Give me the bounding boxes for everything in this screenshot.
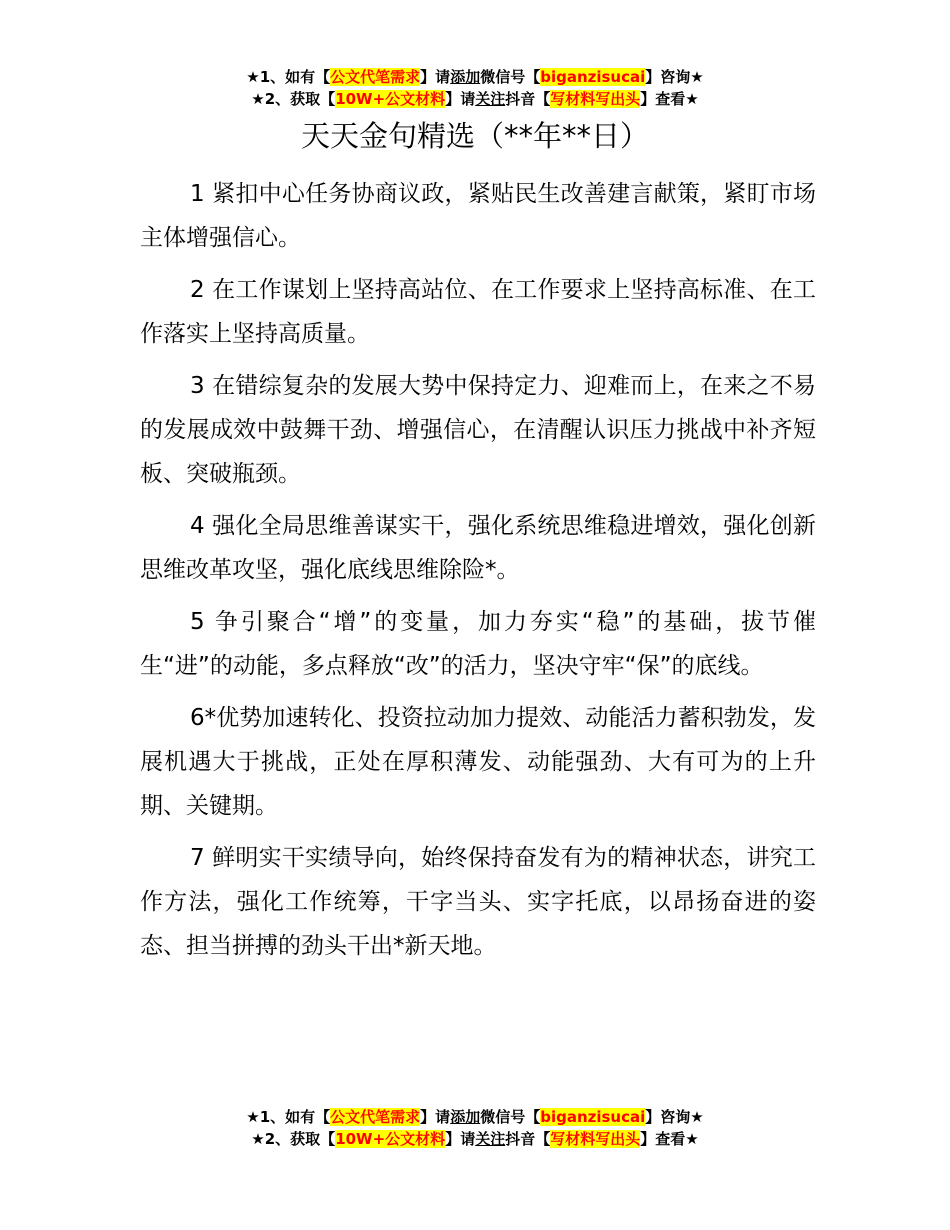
banner-line-2	[0, 1128, 950, 1150]
banner-highlight-materials: 10W+公文材料	[335, 1130, 446, 1148]
banner-text: 微信号【	[480, 68, 541, 86]
banner-underline-add: 添加	[450, 68, 481, 86]
banner-line-2	[0, 88, 950, 110]
banner-highlight-wechat-id: biganzisucai	[540, 1108, 646, 1126]
banner-text: ★2、获取【	[251, 90, 336, 108]
banner-line-1	[0, 1106, 950, 1128]
paragraph-3: 3 在错综复杂的发展大势中保持定力、迎难而上，在来之不易的发展成效中鼓舞干劲、增强信心，在清醒认识压力挑战中补齐短板、突破瓶颈。	[140, 373, 816, 487]
banner-text: 抖音【	[505, 90, 551, 108]
banner-text: 】咨询★	[645, 1108, 704, 1126]
banner-line-1	[0, 66, 950, 88]
banner-highlight-ghostwriting: 公文代笔需求	[330, 1108, 421, 1126]
banner-highlight-douyin-id: 写材料写出头	[550, 1130, 641, 1148]
paragraph-6: 6*优势加速转化、投资拉动加力提效、动能活力蓄积勃发，发展机遇大于挑战，正处在厚积薄发、动能强劲、大有可为的上升期、关键期。	[140, 705, 816, 819]
banner-underline-follow: 关注	[475, 1130, 506, 1148]
paragraph-1: 1 紧扣中心任务协商议政，紧贴民生改善建言献策，紧盯市场主体增强信心。	[140, 181, 816, 251]
banner-highlight-wechat-id: biganzisucai	[540, 68, 646, 86]
banner-text: 】咨询★	[645, 68, 704, 86]
banner-underline-add: 添加	[450, 1108, 481, 1126]
paragraph-4: 4 强化全局思维善谋实干，强化系统思维稳进增效，强化创新思维改革攻坚，强化底线思维除险*。	[140, 513, 816, 583]
document-body	[140, 172, 816, 976]
banner-highlight-douyin-id: 写材料写出头	[550, 90, 641, 108]
banner-text: ★2、获取【	[251, 1130, 336, 1148]
header-banner	[0, 66, 950, 110]
banner-underline-follow: 关注	[475, 90, 506, 108]
page-title: 天天金句精选（**年**日）	[300, 119, 649, 153]
banner-text: 微信号【	[480, 1108, 541, 1126]
banner-text: 】请	[420, 68, 451, 86]
banner-text: 】请	[445, 90, 476, 108]
banner-text: ★1、如有【	[246, 68, 331, 86]
banner-highlight-ghostwriting: 公文代笔需求	[330, 68, 421, 86]
paragraph-5: 5 争引聚合“增”的变量，加力夯实“稳”的基础，拔节催生“进”的动能，多点释放“改”的活力，坚决守牢“保”的底线。	[140, 609, 816, 679]
banner-text: ★1、如有【	[246, 1108, 331, 1126]
banner-text: 】查看★	[640, 1130, 699, 1148]
banner-highlight-materials: 10W+公文材料	[335, 90, 446, 108]
paragraph-7: 7 鲜明实干实绩导向，始终保持奋发有为的精神状态，讲究工作方法，强化工作统筹，干字当头、实字托底，以昂扬奋进的姿态、担当拼搏的劲头干出*新天地。	[140, 845, 816, 959]
banner-text: 】请	[420, 1108, 451, 1126]
banner-text: 抖音【	[505, 1130, 551, 1148]
banner-text: 】查看★	[640, 90, 699, 108]
footer-banner	[0, 1106, 950, 1150]
banner-text: 】请	[445, 1130, 476, 1148]
paragraph-2: 2 在工作谋划上坚持高站位、在工作要求上坚持高标准、在工作落实上坚持高质量。	[140, 277, 816, 347]
